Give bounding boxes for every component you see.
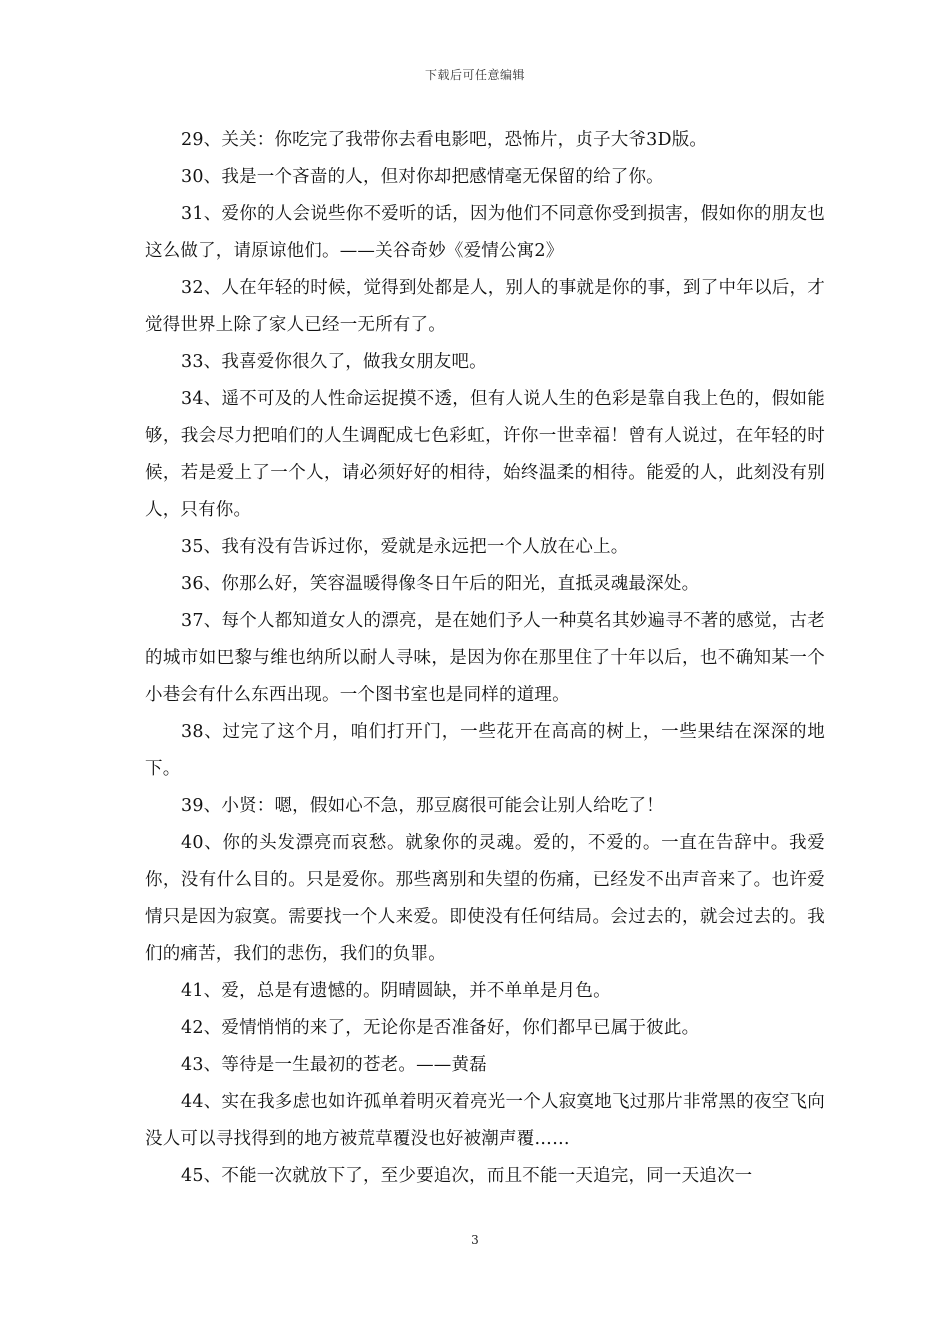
paragraph: 31、爱你的人会说些你不爱听的话，因为他们不同意你受到损害，假如你的朋友也这么做了，请原谅他们。——关谷奇妙《爱情公寓2》: [145, 204, 825, 261]
paragraph: 43、等待是一生最初的苍老。——黄磊: [181, 1055, 487, 1075]
paragraph: 35、我有没有告诉过你，爱就是永远把一个人放在心上。: [181, 537, 629, 557]
paragraph: 34、遥不可及的人性命运捉摸不透，但有人说人生的色彩是靠自我上色的，假如能够，我会尽力把咱们的人生调配成七色彩虹，许你一世幸福！曾有人说过，在年轻的时候，若是爱上了一个人，请必须好好的相待，始终温柔的相待。能爱的人，此刻没有别人，只有你。: [145, 389, 825, 520]
paragraph: 39、小贤：嗯，假如心不急，那豆腐很可能会让别人给吃了！: [181, 796, 664, 816]
page-header: 下载后可任意编辑: [424, 68, 525, 82]
paragraph: 29、关关：你吃完了我带你去看电影吧，恐怖片，贞子大爷3D版。: [181, 130, 708, 150]
page-number: 3: [471, 1233, 479, 1247]
paragraph: 41、爱，总是有遗憾的。阴晴圆缺，并不单单是月色。: [181, 981, 611, 1001]
paragraph: 36、你那么好，笑容温暖得像冬日午后的阳光，直抵灵魂最深处。: [181, 574, 700, 594]
paragraph: 37、每个人都知道女人的漂亮，是在她们予人一种莫名其妙遍寻不著的感觉，古老的城市如巴黎与维也纳所以耐人寻味，是因为你在那里住了十年以后，也不确知某一个小巷会有什么东西出现。一个图书室也是同样的道理。: [145, 611, 825, 705]
paragraph: 33、我喜爱你很久了，做我女朋友吧。: [181, 352, 487, 372]
paragraph: 45、不能一次就放下了，至少要追次，而且不能一天追完，同一天追次一: [181, 1166, 753, 1186]
paragraph: 30、我是一个吝啬的人，但对你却把感情毫无保留的给了你。: [181, 167, 664, 187]
document-body: [145, 122, 825, 1195]
paragraph: 38、过完了这个月，咱们打开门，一些花开在高高的树上，一些果结在深深的地下。: [145, 722, 825, 779]
paragraph: 42、爱情悄悄的来了，无论你是否准备好，你们都早已属于彼此。: [181, 1018, 700, 1038]
paragraph: 32、人在年轻的时候，觉得到处都是人，别人的事就是你的事，到了中年以后，才觉得世界上除了家人已经一无所有了。: [145, 278, 825, 335]
paragraph: 44、实在我多虑也如许孤单着明灭着亮光一个人寂寞地飞过那片非常黑的夜空飞向没人可以寻找得到的地方被荒草覆没也好被潮声覆……: [145, 1092, 825, 1149]
paragraph: 40、你的头发漂亮而哀愁。就象你的灵魂。爱的，不爱的。一直在告辞中。我爱你，没有什么目的。只是爱你。那些离别和失望的伤痛，已经发不出声音来了。也许爱情只是因为寂寞。需要找一个人来爱。即使没有任何结局。会过去的，就会过去的。我们的痛苦，我们的悲伤，我们的负罪。: [145, 833, 825, 964]
